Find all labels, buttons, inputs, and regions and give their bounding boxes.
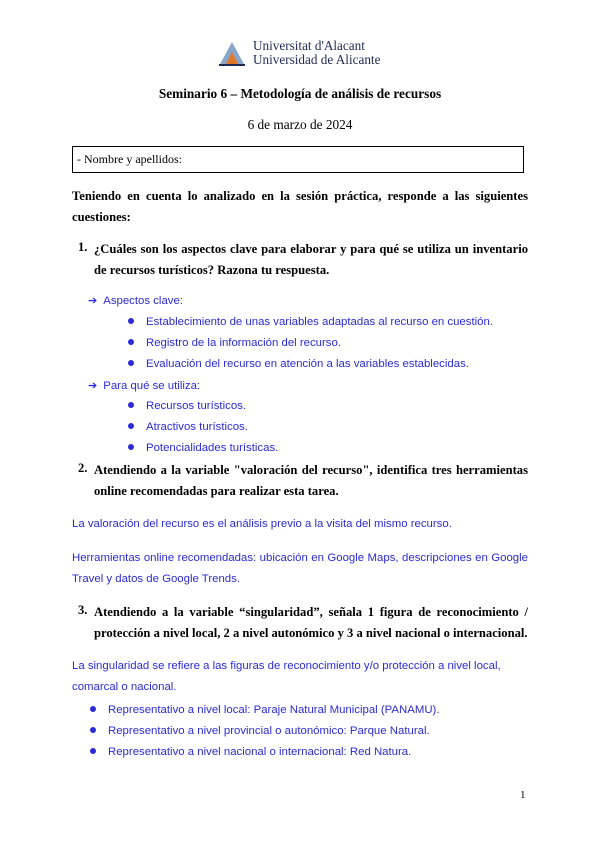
bullet-icon — [90, 706, 96, 712]
list-item: Evaluación del recurso en atención a las variables establecidas. — [128, 358, 469, 370]
arrow-icon: ➔ — [88, 380, 98, 392]
arrow-icon: ➔ — [88, 295, 98, 307]
list-item: Representativo a nivel local: Paraje Natural Municipal (PANAMU). — [90, 704, 440, 716]
answer-3-paragraph: La singularidad se refiere a las figuras de reconocimiento y/o protección a nivel local, comarcal o nacional. — [72, 660, 501, 693]
uses-heading — [88, 379, 200, 392]
question-3-text: Atendiendo a la variable “singularidad”, señala 1 figura de reconocimiento / protección a nivel local, 2 a nivel autonómico y 3 a nivel nacional o internacional. — [94, 605, 528, 640]
list-item: Representativo a nivel nacional o internacional: Red Natura. — [90, 746, 411, 758]
bullet-icon — [128, 402, 134, 408]
name-field[interactable]: - Nombre y apellidos: — [72, 146, 524, 173]
question-1-number: 1. — [78, 240, 88, 254]
bullet-icon — [128, 360, 134, 366]
list-item: Recursos turísticos. — [128, 400, 246, 412]
answer-2-paragraph-2: Herramientas online recomendadas: ubicación en Google Maps, descripciones en Google Travel y datos de Google Trends. — [72, 552, 528, 585]
bullet-icon — [128, 444, 134, 450]
logo-line-valencian: Universitat d'Alacant — [253, 38, 365, 53]
logo-line-spanish: Universidad de Alicante — [253, 52, 381, 67]
document-title: Seminario 6 – Metodología de análisis de recursos — [158, 86, 442, 101]
bullet-icon — [128, 339, 134, 345]
answer-2-paragraph-1: La valoración del recurso es el análisis previo a la visita del mismo recurso. — [72, 518, 452, 530]
bullet-icon — [128, 318, 134, 324]
bullet-icon — [90, 727, 96, 733]
list-item: Potencialidades turísticas. — [128, 442, 278, 454]
bullet-icon — [90, 748, 96, 754]
university-logo — [217, 38, 380, 68]
list-item: Representativo a nivel provincial o autonómico: Parque Natural. — [90, 725, 430, 737]
intro-text: Teniendo en cuenta lo analizado en la sesión práctica, responde a las siguientes cuestiones: — [72, 189, 528, 224]
list-item: Establecimiento de unas variables adaptadas al recurso en cuestión. — [128, 316, 493, 328]
list-item: Atractivos turísticos. — [128, 421, 248, 433]
question-2-number: 2. — [78, 461, 88, 475]
question-2-text: Atendiendo a la variable "valoración del recurso", identifica tres herramientas online recomendadas para realizar esta tarea. — [94, 463, 528, 498]
university-emblem-icon — [217, 38, 247, 68]
aspects-heading — [88, 294, 183, 307]
question-1-text: ¿Cuáles son los aspectos clave para elaborar y para qué se utiliza un inventario de recursos turísticos? Razona tu respuesta. — [94, 242, 528, 277]
question-3-number: 3. — [78, 603, 88, 617]
bullet-icon — [128, 423, 134, 429]
document-date: 6 de marzo de 2024 — [247, 117, 353, 132]
list-item: Registro de la información del recurso. — [128, 337, 341, 349]
page-number: 1 — [520, 789, 526, 801]
uses-label: Para qué se utiliza: — [103, 380, 201, 392]
aspects-label: Aspectos clave: — [103, 295, 183, 307]
